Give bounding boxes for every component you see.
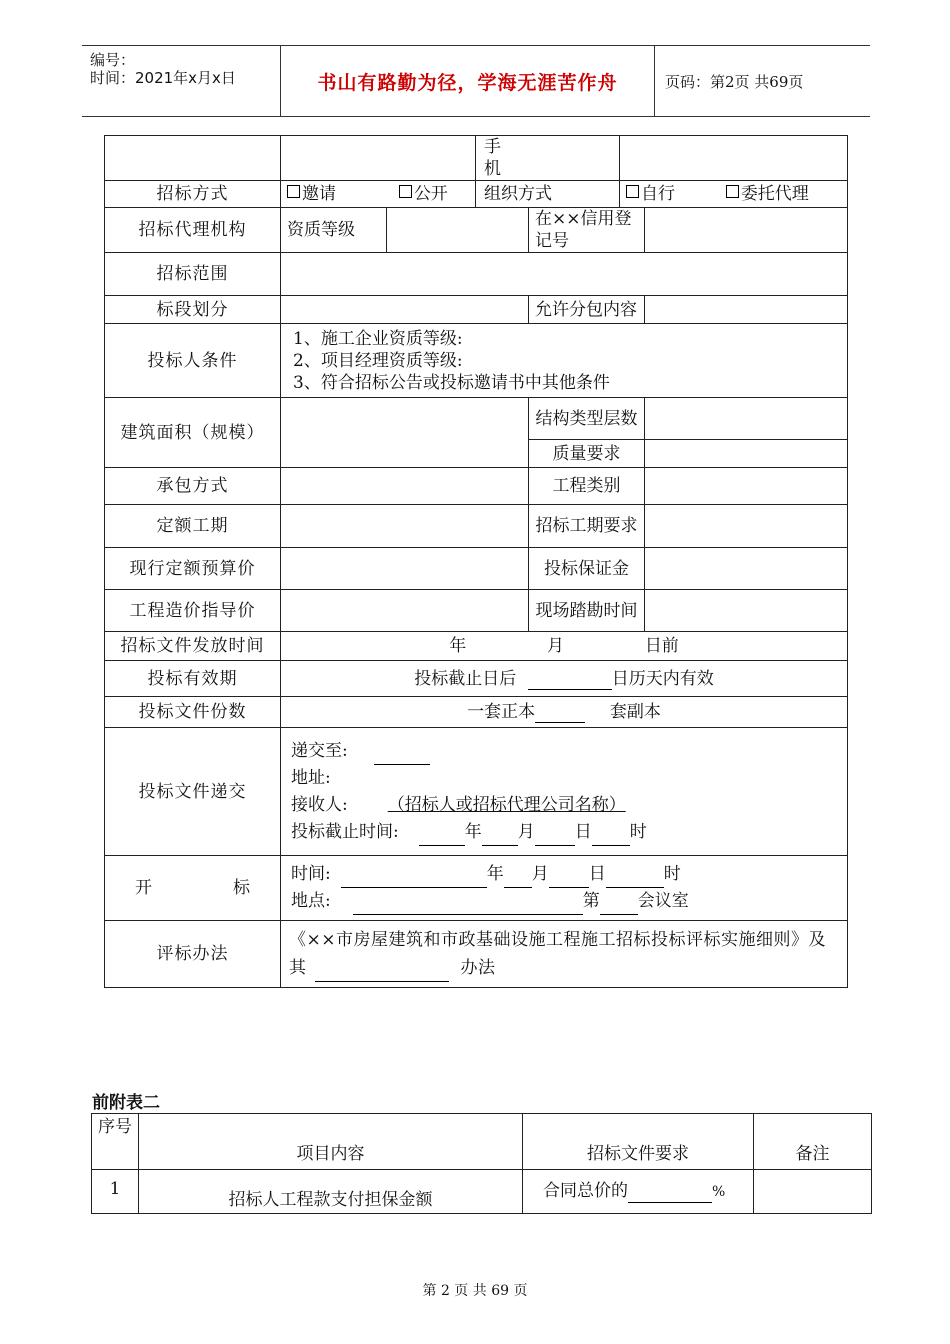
quota-period-label: 定额工期 xyxy=(105,505,281,548)
page-label: 页码：第2页 共69页 xyxy=(665,72,804,91)
row-agency xyxy=(105,208,848,253)
method-label: 招标方式 xyxy=(105,181,281,208)
row-note xyxy=(754,1170,872,1214)
date-label: 时间：2021年x月x日 xyxy=(90,69,236,87)
section-label: 标段划分 xyxy=(105,296,281,324)
site-visit-value xyxy=(645,590,848,632)
quality-value xyxy=(645,440,848,468)
col-item-header: 项目内容 xyxy=(139,1114,523,1170)
deadline-hour-blank[interactable] xyxy=(592,827,630,846)
row-opening xyxy=(105,856,848,921)
subcontract-value xyxy=(645,296,848,324)
checkbox-icon[interactable] xyxy=(399,185,412,198)
header-page-cell xyxy=(655,46,870,116)
row-method xyxy=(105,181,848,208)
table-row xyxy=(92,1170,872,1214)
submit-label: 投标文件递交 xyxy=(105,728,281,856)
eval-label: 评标办法 xyxy=(105,921,281,988)
credit-label: 在××信用登记号 xyxy=(529,208,645,253)
row-validity xyxy=(105,661,848,697)
structure-value xyxy=(645,398,848,440)
req-period-value xyxy=(645,505,848,548)
row-no: 1 xyxy=(92,1170,139,1214)
row-area-a xyxy=(105,398,848,440)
phone-value xyxy=(620,136,848,181)
guide-price-label: 工程造价指导价 xyxy=(105,590,281,632)
page-header xyxy=(82,45,870,117)
issue-time-value: 年 月 日前 xyxy=(281,632,848,661)
row-copies xyxy=(105,697,848,728)
eval-blank[interactable] xyxy=(315,963,449,982)
open-place-blank[interactable] xyxy=(353,896,583,915)
quota-period-value xyxy=(281,505,529,548)
checkbox-icon[interactable] xyxy=(287,185,300,198)
issue-time-label: 招标文件发放时间 xyxy=(105,632,281,661)
validity-blank[interactable] xyxy=(528,671,612,690)
row-guide-price xyxy=(105,590,848,632)
budget-value xyxy=(281,548,529,590)
cond-1: 1、施工企业资质等级: xyxy=(293,328,463,349)
guide-price-value xyxy=(281,590,529,632)
row-req: 合同总价的 % xyxy=(523,1170,754,1214)
row-submit xyxy=(105,728,848,856)
cell-empty xyxy=(105,136,281,181)
section-value xyxy=(281,296,529,324)
deadline-day-blank[interactable] xyxy=(535,827,575,846)
row-period xyxy=(105,505,848,548)
row-issue-time xyxy=(105,632,848,661)
copies-blank[interactable] xyxy=(535,704,585,723)
category-label: 工程类别 xyxy=(529,468,645,505)
phone-label: 手 机 xyxy=(476,136,620,181)
req-blank[interactable] xyxy=(628,1184,712,1203)
org-label: 组织方式 xyxy=(476,181,620,208)
copies-label: 投标文件份数 xyxy=(105,697,281,728)
row-phone xyxy=(105,136,848,181)
area-value xyxy=(281,398,529,468)
receiver-blank[interactable]: （招标人或招标代理公司名称） xyxy=(387,794,626,815)
cond-2: 2、项目经理资质等级: xyxy=(293,350,463,371)
open-room-blank[interactable] xyxy=(600,896,638,915)
open-hour-blank[interactable] xyxy=(606,869,664,888)
table2 xyxy=(91,1113,872,1214)
checkbox-icon[interactable] xyxy=(726,185,739,198)
method-options: 邀请 公开 xyxy=(281,181,476,208)
subcontract-label: 允许分包内容 xyxy=(529,296,645,324)
area-label: 建筑面积（规模） xyxy=(105,398,281,468)
open-year-blank[interactable] xyxy=(341,869,487,888)
cond-3: 3、符合招标公告或投标邀请书中其他条件 xyxy=(293,372,610,393)
deadline-year-blank[interactable] xyxy=(419,827,465,846)
checkbox-icon[interactable] xyxy=(626,185,639,198)
col-req-header: 招标文件要求 xyxy=(523,1114,754,1170)
bidder-cond-list xyxy=(281,324,848,398)
row-contract xyxy=(105,468,848,505)
quality-label: 质量要求 xyxy=(529,440,645,468)
page-footer: 第 2 页 共 69 页 xyxy=(422,1283,528,1299)
opening-value: 时间: 年 月 日 时 地点: 第 会议室 xyxy=(281,856,848,921)
open-month-blank[interactable] xyxy=(504,869,532,888)
table2-title: 前附表二 xyxy=(92,1093,160,1113)
open-day-blank[interactable] xyxy=(549,869,589,888)
contract-label: 承包方式 xyxy=(105,468,281,505)
opening-label: 开 标 xyxy=(105,856,281,921)
qual-label: 资质等级 xyxy=(281,208,387,253)
cell-empty xyxy=(281,136,476,181)
number-label: 编号： xyxy=(90,51,136,69)
scope-label: 招标范围 xyxy=(105,253,281,296)
bond-value xyxy=(645,548,848,590)
row-budget xyxy=(105,548,848,590)
row-eval xyxy=(105,921,848,988)
bond-label: 投标保证金 xyxy=(529,548,645,590)
contract-value xyxy=(281,468,529,505)
scope-value xyxy=(281,253,848,296)
row-section xyxy=(105,296,848,324)
copies-value: 一套正本 套副本 xyxy=(281,697,848,728)
structure-label: 结构类型层数 xyxy=(529,398,645,440)
site-visit-label: 现场踏勘时间 xyxy=(529,590,645,632)
eval-value: 《××市房屋建筑和市政基础设施工程施工招标投标评标实施细则》及其 办法 xyxy=(281,921,848,988)
validity-label: 投标有效期 xyxy=(105,661,281,697)
validity-value: 投标截止日后 日历天内有效 xyxy=(281,661,848,697)
credit-value xyxy=(645,208,848,253)
row-bidder-conditions xyxy=(105,324,848,398)
req-period-label: 招标工期要求 xyxy=(529,505,645,548)
col-note-header: 备注 xyxy=(754,1114,872,1170)
org-options: 自行 委托代理 xyxy=(620,181,848,208)
agency-label: 招标代理机构 xyxy=(105,208,281,253)
category-value xyxy=(645,468,848,505)
submit-value: 递交至: 地址: 接收人: （招标人或招标代理公司名称） 投标截止时间: 年 月 日 时 xyxy=(281,728,848,856)
motto: 书山有路勤为径，学海无涯苦作舟 xyxy=(317,71,618,94)
table2-header-row xyxy=(92,1114,872,1170)
qual-value xyxy=(387,208,529,253)
row-scope xyxy=(105,253,848,296)
submit-to-blank[interactable] xyxy=(374,746,430,765)
tender-form-table xyxy=(104,135,848,988)
bidder-cond-label: 投标人条件 xyxy=(105,324,281,398)
header-motto-cell xyxy=(281,46,655,116)
deadline-month-blank[interactable] xyxy=(482,827,518,846)
header-meta xyxy=(82,46,281,116)
budget-label: 现行定额预算价 xyxy=(105,548,281,590)
col-no-header: 序号 xyxy=(92,1114,139,1170)
row-item: 招标人工程款支付担保金额 xyxy=(139,1170,523,1214)
